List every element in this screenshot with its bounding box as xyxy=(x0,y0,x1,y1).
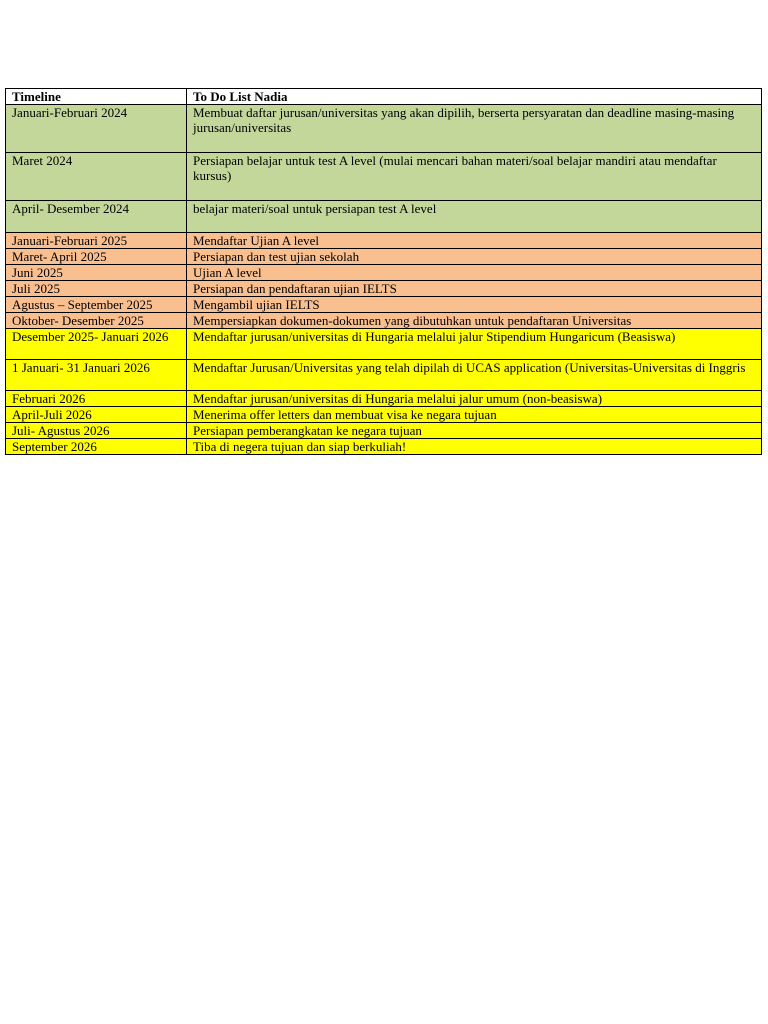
task-cell: Ujian A level xyxy=(187,265,762,281)
timeline-cell: Maret 2024 xyxy=(6,153,187,201)
timeline-cell: Maret- April 2025 xyxy=(6,249,187,265)
timeline-cell: Agustus – September 2025 xyxy=(6,297,187,313)
task-cell: Mendaftar Jurusan/Universitas yang telah dipilah di UCAS application (Universitas-Universitas di Inggris xyxy=(187,360,762,391)
table-row xyxy=(6,105,762,153)
table-row xyxy=(6,153,762,201)
table-row xyxy=(6,249,762,265)
table-row xyxy=(6,201,762,233)
timeline-cell: Februari 2026 xyxy=(6,391,187,407)
header-timeline: Timeline xyxy=(6,89,187,105)
table-row xyxy=(6,439,762,455)
header-row xyxy=(6,89,762,105)
task-cell: Persiapan belajar untuk test A level (mulai mencari bahan materi/soal belajar mandiri atau mendaftar kursus) xyxy=(187,153,762,201)
task-cell: Mendaftar Ujian A level xyxy=(187,233,762,249)
table-row xyxy=(6,407,762,423)
timeline-cell: September 2026 xyxy=(6,439,187,455)
task-cell: Persiapan dan test ujian sekolah xyxy=(187,249,762,265)
task-cell: Tiba di negera tujuan dan siap berkuliah! xyxy=(187,439,762,455)
table-row xyxy=(6,313,762,329)
header-todo: To Do List Nadia xyxy=(187,89,762,105)
timeline-cell: Januari-Februari 2024 xyxy=(6,105,187,153)
table-row xyxy=(6,391,762,407)
task-cell: Mendaftar jurusan/universitas di Hungaria melalui jalur umum (non-beasiswa) xyxy=(187,391,762,407)
todo-timeline-table xyxy=(5,88,762,455)
table-row xyxy=(6,360,762,391)
table-row xyxy=(6,329,762,360)
task-cell: Mendaftar jurusan/universitas di Hungaria melalui jalur Stipendium Hungaricum (Beasiswa) xyxy=(187,329,762,360)
table-row xyxy=(6,423,762,439)
timeline-cell: Desember 2025- Januari 2026 xyxy=(6,329,187,360)
task-cell: Mengambil ujian IELTS xyxy=(187,297,762,313)
timeline-cell: Oktober- Desember 2025 xyxy=(6,313,187,329)
timeline-cell: Juni 2025 xyxy=(6,265,187,281)
timeline-cell: April-Juli 2026 xyxy=(6,407,187,423)
task-cell: Mempersiapkan dokumen-dokumen yang dibutuhkan untuk pendaftaran Universitas xyxy=(187,313,762,329)
task-cell: Menerima offer letters dan membuat visa ke negara tujuan xyxy=(187,407,762,423)
table-row xyxy=(6,265,762,281)
task-cell: Persiapan dan pendaftaran ujian IELTS xyxy=(187,281,762,297)
task-cell: Persiapan pemberangkatan ke negara tujuan xyxy=(187,423,762,439)
timeline-cell: Juli- Agustus 2026 xyxy=(6,423,187,439)
timeline-cell: Juli 2025 xyxy=(6,281,187,297)
table-row xyxy=(6,233,762,249)
task-cell: Membuat daftar jurusan/universitas yang akan dipilih, berserta persyaratan dan deadline masing-masing jurusan/universitas xyxy=(187,105,762,153)
task-cell: belajar materi/soal untuk persiapan test A level xyxy=(187,201,762,233)
timeline-cell: Januari-Februari 2025 xyxy=(6,233,187,249)
table-row xyxy=(6,281,762,297)
table-row xyxy=(6,297,762,313)
timeline-cell: 1 Januari- 31 Januari 2026 xyxy=(6,360,187,391)
timeline-cell: April- Desember 2024 xyxy=(6,201,187,233)
